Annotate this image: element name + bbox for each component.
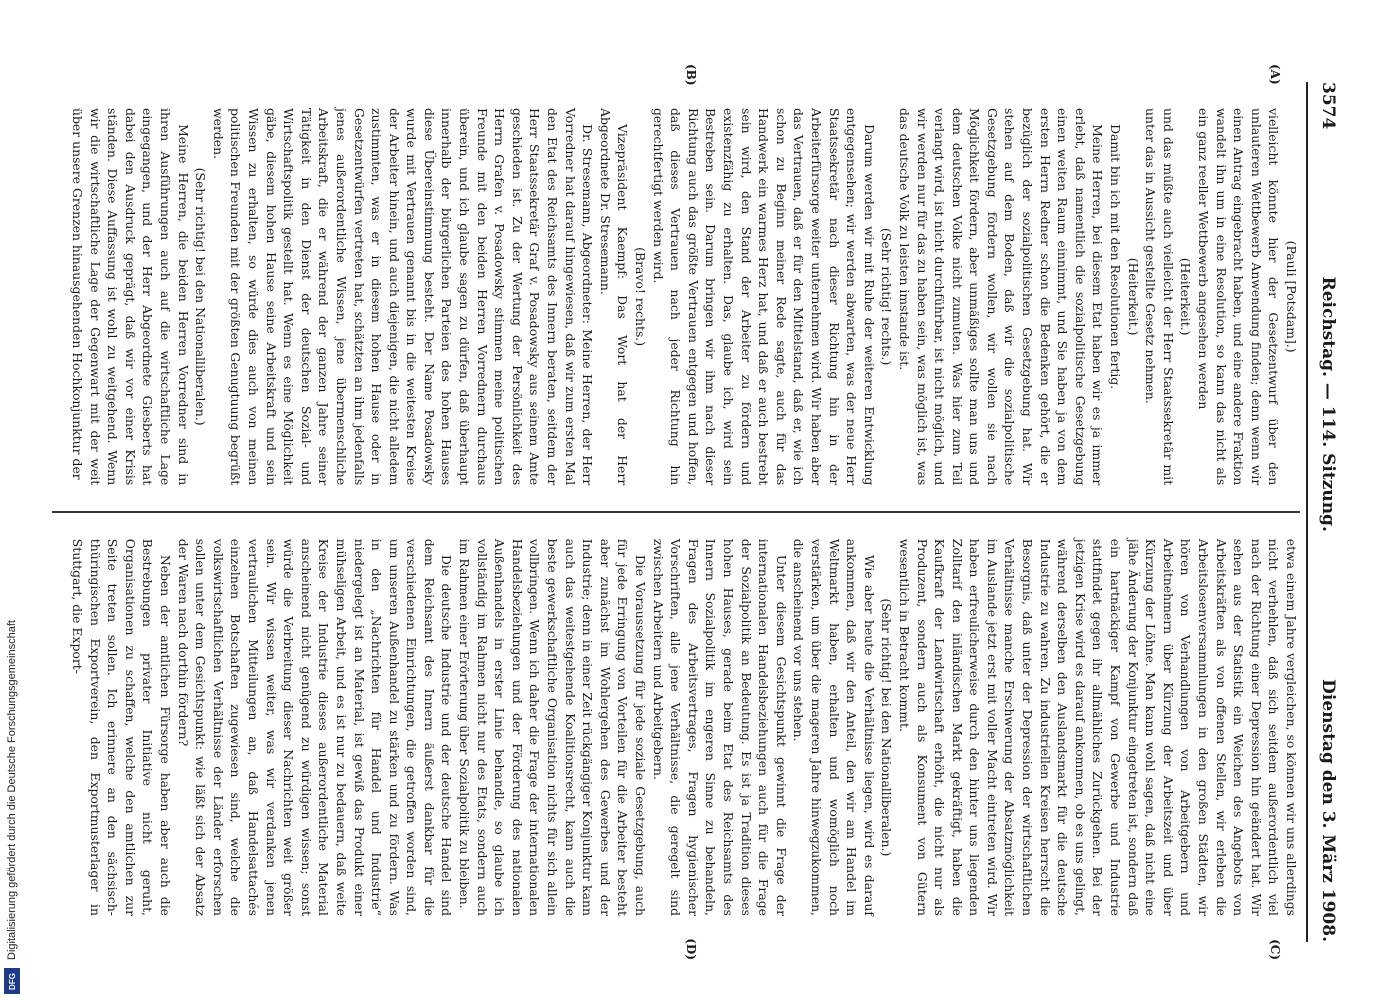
paragraph: Damit bin ich mit den Resolutionen fertig.	[1108, 124, 1124, 390]
dfg-logo	[4, 968, 20, 994]
paragraph: Die deutsche Industrie und der deutsche Handel sind dem Reichsamt des Innern äußerst dankbar für die verschiedenen Einrichtungen, die getroffen worden sind, um unseren Außenhandel zu stärken und zu fördern. Was in den „Nachrichten für Handel und Industrie“ niedergelegt ist an Material, ist gewiß das Produkt einer mühseligen Arbeit, und es ist nur zu bedauern, daß weite Kreise der Industrie dieses außerordentliche Material anscheinend nicht genügend zu würdigen wissen; sonst würde die Verbreitung dieser Nachrichten weit größer sein. Wir wissen weiter, was wir verdanken jenen vertraulichen Mitteilungen an, daß Handelsattachés einzelnen Botschaften zugewiesen sind, welche die volkswirtschaftlichen Verhältnisse der Länder erforschen sollen unter dem Gesichtspunkt: wie läßt sich der Absatz der Waren nach dorthin fördern?	[175, 538, 455, 916]
session-title: Reichstag. — 114. Sitzung.	[1318, 276, 1338, 532]
paragraph: Vizepräsident Kaempf: Das Wort hat der Herr Abgeordnete Dr. Stresemann.	[597, 108, 631, 486]
header-rule	[1306, 82, 1308, 942]
paragraph: Meine Herren, bei diesem Etat haben wir es ja immer erlebt, daß namentlich die sozialpolitische Gesetzgebung einen weiten Raum einnimmt, und Sie haben ja von dem ersten Herrn Redner schon die Bedenken gehört, die er bezüglich der sozialpolitischen Gesetzgebung hat. Wir stehen auf dem Boden, daß wir die sozialpolitische Gesetzgebung fördern wollen, wir wollen sie nach Möglichkeit fördern, aber unmäßiges sollte man uns und dem deutschen Volke nicht zumuten. Was hier zum Teil verlangt wird, ist nicht durchführbar, ist nicht möglich, und wir werden nur für das zu haben sein, was möglich ist, was das deutsche Volk zu leisten imstande ist.	[896, 108, 1106, 486]
margin-marker-b: (B)	[684, 64, 698, 86]
margin-marker-c: (C)	[1268, 939, 1282, 960]
paragraph: und das müßte auch vielleicht der Herr Staatssekretär mit unter das in Aussicht gestellte Gesetz nehmen.	[1143, 108, 1176, 486]
interjection: (Bravo! rechts.)	[633, 247, 649, 347]
page-header	[1310, 82, 1338, 942]
paragraph: Neben der amtlichen Fürsorge haben aber auch die Bestrebungen privater Initiative nicht geruht, Organisationen zu schaffen, welche den amtlichen zur Seite treten sollen. Ich erinnere an den sächsisch-thüringischen Exportverein, den Exportmusterlager in Stuttgart, die Export-	[70, 538, 173, 916]
interjection: (Sehr richtig! bei den Nationalliberalen.)	[879, 598, 895, 857]
text-columns	[52, 82, 1300, 942]
paragraph: Darum werden wir mit Ruhe der weiteren Entwicklung entgegensehen; wir werden abwarten, was der neue Herr Staatssekretär nach dieser Richtung hin in der Arbeiterfürsorge weiter unternehmen wird. Wir haben aber das Vertrauen, daß er für den Mittelstand, daß er, wie ich schon zu Beginn meiner Rede sagte, auch für das Handwerk ein warmes Herz hat, und daß er auch bestrebt sein wird, den Stand der Arbeiter zu fördern und existenzfähig zu erhalten. Das, glaube ich, wird sein Bestreben sein. Darum bringen wir ihm nach dieser Richtung auch das größte Vertrauen entgegen und hoffen, daß dieses Vertrauen nach jeder Richtung hin gerechtfertigt werden wird.	[650, 108, 877, 486]
left-column	[52, 82, 1300, 511]
scanned-page-wrapper	[48, 62, 1338, 962]
paragraph: Dr. Stresemann, Abgeordneter: Meine Herren, der Herr Vorredner hat darauf hingewiesen, daß wir zum ersten Mal den Etat des Reichsamts des Innern beraten, seitdem der Herr Staatssekretär Graf v. Posadowsky aus seinem Amte geschieden ist. Zu der Wertung der Persönlichkeit des Herrn Grafen v. Posadowsky stimmen meine politischen Freunde mit den beiden Herren Vorrednern durchaus überein, und ich glaube sagen zu dürfen, daß überhaupt innerhalb der bürgerlichen Parteien des hohen Hauses diese Übereinstimmung besteht. Der Name Posadowsky wurde mit Vertrauen genannt bis in die weitesten Kreise der Arbeiter hinein, und auch diejenigen, die nicht alledem zustimmten, was er in diesem hohen Hause oder in Gesetzentwürfen vertreten hat, schätzten an ihm jedenfalls jenes außerordentliche Wissen, jene übermenschliche Arbeitskraft, die er während der ganzen Jahre seiner Tätigkeit in den Dienst der deutschen Sozial- und Wirtschaftspolitik gestellt hat. Wenn es eine Möglichkeit gäbe, diesem hohen Hause seine Arbeitskraft und sein Wissen zu erhalten, so würde dies auch von meinen politischen Freunden mit der größten Genugtuung begrüßt werden.	[210, 108, 596, 486]
margin-marker-a: (A)	[1268, 64, 1282, 85]
digitization-credit	[0, 0, 24, 1000]
paragraph: Unter diesem Gesichtspunkt gewinnt die Frage der internationalen Handelsbeziehungen auch für die Frage der Sozialpolitik an Bedeutung. Es ist ja Tradition dieses hohen Hauses, gerade beim Etat des Reichsamts des Innern Sozialpolitik im engeren Sinne zu behandeln, Fragen des Arbeitsvertrages, Fragen hygienischer Vorschriften, alle jene Verhältnisse, die geregelt sind zwischen Arbeitern und Arbeitgebern.	[650, 538, 789, 916]
interjection: (Sehr richtig! bei den Nationalliberalen.)	[193, 167, 209, 426]
paragraph: etwa einem Jahre vergleichen, so können wir uns allerdings nicht verhehlen, daß sich seitdem außerordentlich viel nach der Richtung einer Depression hin geändert hat. Wir sehen aus der Statistik ein Weichen des Angebots von Arbeitskräften als von offenen Stellen, wir erleben die Arbeitslosenversammlungen in den großen Städten, wir hören von Verhandlungen von Arbeitgebern und Arbeitnehmern über Kürzung der Arbeitszeit und über Kürzung der Löhne. Man kann wohl sagen, daß nicht eine jähe Änderung der Konjunktur eingetreten ist, sondern daß ein hartnäckiger Kampf von Gewerbe und Industrie stattfindet gegen ihr allmähliches Zurückgehen. Bei der jetzigen Krise wird es darauf ankommen, ob es uns gelingt, während derselben den Auslandsmarkt für die deutsche Industrie zu wahren. Zu industriellen Kreisen herrscht die Besorgnis, daß unter der Depression der wirtschaftlichen Verhältnisse manche Erschwerung der Absatzmöglichkeit im Auslande jetzt erst mit voller Macht eintreten wird. Wir haben erfreulicherweise durch den hinter uns liegenden Zolltarif den inländischen Markt gekräftigt, haben die Kaufkraft der Landwirtschaft erhöht, die nicht nur als Produzent, sondern auch als Konsument von Gütern wesentlich in Betracht kommt.	[896, 538, 1299, 916]
paragraph: Meine Herren, die beiden Herren Vorredner sind in ihren Ausführungen auch auf die wirtschaftliche Lage eingegangen, und der Herr Abgeordnete Giesberts hat dabei den Ausdruck geprägt, daß wir vor einer Krisis ständen. Diese Auffassung ist wohl zu weitgehend. Wenn wir die wirtschaftliche Lage der Gegenwart mit der weit über unsere Grenzen hinausgehenden Hochkonjunktur der	[70, 108, 191, 486]
speaker-tag: (Pauli [Potsdam].)	[1284, 240, 1299, 353]
paragraph: Wie aber heute die Verhältnisse liegen, wird es darauf ankommen, daß wir den Anteil, den wir am Handel im Weltmarkt haben, erhalten und womöglich noch verstärken, um über die mageren Jahre hinwegzukommen, die anscheinend vor uns stehen.	[791, 538, 877, 916]
paragraph: vielleicht könnte hier der Gesetzentwurf über den unlauteren Wettbewerb Anwendung finden; denn wenn wir einen Antrag eingebracht haben, und eine andere Fraktion wandelt ihn um in eine Resolution, so kann das nicht als ein ganz reeller Wettbewerb angesehen werden	[1196, 108, 1282, 486]
margin-marker-d: (D)	[684, 938, 698, 960]
interjection: (Heiterkeit.)	[1178, 257, 1194, 336]
scanned-page	[48, 62, 1338, 962]
interjection: (Heiterkeit.)	[1125, 257, 1141, 336]
right-column	[52, 513, 1300, 942]
page-number: 3574	[1318, 82, 1338, 130]
credit-text: Digitalisierung gefördert durch die Deutsche Forschungsgemeinschaft	[6, 620, 18, 960]
dfg-logo-text: DFG	[7, 972, 17, 990]
interjection: (Sehr richtig! rechts.)	[879, 227, 895, 366]
paragraph: Die Voraussetzung für jede soziale Gesetzgebung, auch für jede Erringung von Vorteilen für die Arbeiter besteht aber zunächst im Wohlergehen des Gewerbes und der Industrie; denn in einer Zeit rückgängiger Konjunktur kann auch das weitestgehende Koalitionsrecht, kann auch die beste gewerkschaftliche Organisation nichts für sich allein vollbringen. Wenn ich daher die Frage der internationalen Handelsbeziehungen und der Förderung des nationalen Außenhandels in erster Linie behandle, so glaube ich vollständig im Rahmen nicht nur des Etats, sondern auch im Rahmen einer Erörterung über Sozialpolitik zu bleiben.	[457, 538, 649, 916]
session-date: Dienstag den 3. März 1908.	[1318, 679, 1338, 942]
